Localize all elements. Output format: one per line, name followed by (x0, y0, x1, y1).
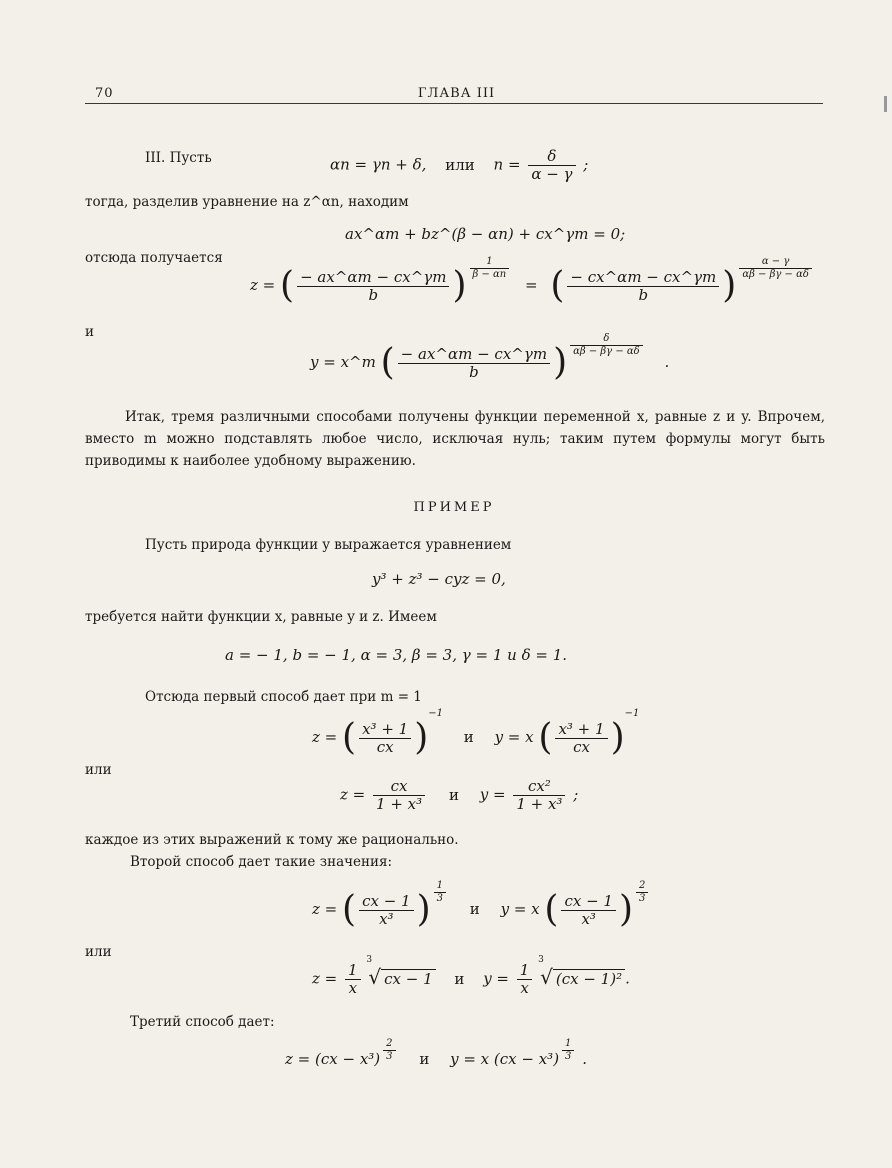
text-line-example: Пусть природа функции y выражается уравнением (145, 537, 512, 553)
formula-equation-2: ax^αm + bz^(β − αn) + cx^γm = 0; (345, 225, 626, 243)
formula-second-a-z-fraction (359, 893, 414, 928)
formula-second-b-end: . (625, 969, 630, 988)
text-line-each-rational: каждое из этих выражений к тому же рационально. (85, 832, 459, 848)
formula-second-b-z-coef (345, 962, 361, 997)
text-line-second-method: Второй способ дает такие значения: (130, 854, 393, 870)
paren-close: ) (452, 265, 467, 306)
exponent-denominator: αβ − βγ − αδ (742, 269, 809, 280)
exponent-denominator: 3 (565, 1051, 572, 1062)
exponent-numerator: 1 (562, 1038, 574, 1051)
paren-open: ( (550, 265, 565, 306)
exponent-denominator: 3 (386, 1051, 393, 1062)
formula-third (285, 1038, 587, 1075)
fraction-numerator: cx (373, 778, 425, 796)
formula-n-left: αn = γn + δ, (330, 155, 427, 174)
cube-root-z (366, 954, 435, 989)
formula-first-a (312, 708, 640, 758)
paragraph-summary: Итак, тремя различными способами получены функции переменной x, равные z и y. Впрочем, вместо m можно подставлять любое число, исключая нуль; таким путем формулы могут быть приводимы к наиболее удобному выражению. (85, 409, 825, 469)
fraction-numerator: cx − 1 (359, 893, 414, 911)
paren-open: ( (280, 265, 295, 306)
formula-first-b-end: ; (573, 785, 579, 804)
formula-second-b-y-coef (517, 962, 533, 997)
formula-first-a-and: и (463, 728, 474, 746)
exponent-denominator: β − αn (472, 269, 507, 280)
fraction-numerator: − ax^αm − cx^γm (398, 346, 550, 364)
exponent (633, 880, 651, 905)
formula-second-b (312, 954, 630, 997)
root-index: 3 (366, 954, 373, 965)
formula-y-lhs: y = x^m (310, 353, 376, 371)
radical-sign: √ (368, 964, 382, 989)
formula-values: a = − 1, b = − 1, α = 3, β = 3, γ = 1 и δ = 1. (225, 646, 568, 664)
formula-y (310, 333, 670, 383)
fraction-numerator: cx² (513, 778, 565, 796)
formula-z-lhs: z = (250, 276, 276, 294)
formula-y-fraction (398, 346, 550, 381)
root-index: 3 (538, 954, 544, 965)
formula-second-a-y-lhs: y = x (500, 900, 540, 918)
formula-second-b-y-lhs: y = (483, 969, 509, 988)
page-number: 70 (95, 86, 114, 101)
text-line-then: тогда, разделив уравнение на z^αn, находим (85, 194, 409, 210)
fraction-numerator: 1 (345, 962, 361, 980)
exponent (467, 256, 513, 281)
chapter-title: ГЛАВА III (417, 86, 496, 101)
fraction-denominator: cx (376, 737, 394, 756)
exponent-denominator: 3 (436, 893, 444, 904)
fraction-denominator: b (368, 285, 379, 304)
formula-second-a-and: и (469, 900, 480, 918)
formula-third-z: z = (cx − x³) (285, 1050, 381, 1068)
text-line-required: требуется найти функции x, равные y и z. Имеем (85, 609, 437, 625)
paren-open: ( (342, 717, 357, 758)
radicand: cx − 1 (381, 969, 436, 988)
section-heading: III. Пусть (145, 150, 212, 166)
formula-n (330, 148, 588, 183)
exponent (567, 333, 646, 358)
fraction-numerator: cx − 1 (561, 893, 616, 911)
formula-second-a-y-fraction (561, 893, 616, 928)
fraction-numerator: x³ + 1 (359, 721, 411, 739)
paren-open: ( (544, 889, 559, 930)
or-label-1: или (85, 762, 112, 778)
formula-first-b-y-fraction (513, 778, 565, 813)
formula-first-b-and: и (448, 785, 459, 804)
fraction-denominator: cx (573, 737, 590, 756)
paren-close: ) (722, 265, 737, 306)
fraction-numerator: x³ + 1 (555, 721, 607, 739)
paren-open: ( (380, 342, 395, 383)
formula-z-fraction-1 (297, 269, 449, 304)
fraction-denominator: x³ (379, 909, 394, 928)
radical-sign: √ (540, 964, 553, 989)
exponent (380, 1038, 398, 1063)
formula-first-b-y-lhs: y = (479, 785, 506, 804)
formula-z-fraction-2 (567, 269, 719, 304)
paren-close: ) (553, 342, 568, 383)
formula-first-b-z-fraction (373, 778, 425, 813)
exponent-numerator: δ (570, 333, 643, 346)
fraction-denominator: α − γ (531, 165, 573, 183)
formula-second-a-z-lhs: z = (312, 900, 338, 918)
formula-first-a-y-lhs: y = x (494, 728, 534, 746)
formula-n-lhs: n = (493, 155, 521, 174)
formula-first-b (340, 778, 578, 813)
formula-second-a (312, 880, 651, 930)
scan-edge-mark (884, 96, 887, 112)
paren-close: ) (416, 889, 431, 930)
fraction-numerator: − ax^αm − cx^γm (297, 269, 449, 287)
formula-first-b-z-lhs: z = (340, 785, 366, 804)
formula-n-fraction (528, 148, 575, 183)
fraction-numerator: − cx^αm − cx^γm (567, 269, 719, 287)
formula-example: y³ + z³ − cyz = 0, (372, 570, 506, 588)
paren-open: ( (342, 889, 357, 930)
fraction-denominator: 1 + x³ (516, 795, 563, 813)
exponent-numerator: 2 (383, 1038, 395, 1051)
formula-y-end: . (664, 353, 670, 371)
formula-first-a-y-fraction (555, 721, 607, 756)
exponent (431, 880, 449, 905)
radicand: (cx − 1)² (553, 969, 625, 988)
formula-first-a-z-fraction (359, 721, 411, 756)
fraction-numerator: 1 (517, 962, 533, 980)
exponent (736, 256, 815, 281)
formula-third-y: y = x (cx − x³) (450, 1050, 560, 1068)
formula-z-eq2: = (525, 276, 538, 294)
paren-close: ) (414, 717, 429, 758)
fraction-denominator: x (348, 979, 358, 997)
exponent-numerator: 1 (434, 880, 446, 893)
exponent: −1 (428, 708, 443, 719)
or-label-2: или (85, 944, 112, 960)
paren-close: ) (610, 717, 625, 758)
fraction-numerator: δ (528, 148, 575, 166)
formula-third-end: . (582, 1050, 587, 1068)
fraction-denominator: 1 + x³ (376, 795, 423, 813)
exponent-denominator: αβ − βγ − αδ (573, 346, 640, 357)
cube-root-y (538, 954, 625, 989)
header-rule (85, 103, 823, 104)
formula-second-b-and: и (454, 969, 465, 988)
exponent (559, 1038, 577, 1063)
exponent-numerator: 2 (636, 880, 648, 893)
paren-open: ( (538, 717, 553, 758)
fraction-denominator: x³ (581, 909, 596, 928)
formula-third-and: и (419, 1050, 430, 1068)
fraction-denominator: b (469, 362, 479, 381)
exponent-numerator: α − γ (739, 256, 812, 269)
formula-n-or: или (445, 155, 475, 174)
exponent: −1 (624, 708, 640, 719)
text-line-first-method: Отсюда первый способ дает при m = 1 (145, 689, 422, 705)
paren-close: ) (618, 889, 634, 930)
formula-n-end: ; (583, 155, 589, 174)
exponent-denominator: 3 (639, 893, 646, 904)
text-line-from-here: отсюда получается (85, 250, 223, 266)
example-heading: ПРИМЕР (413, 500, 495, 515)
exponent-numerator: 1 (470, 256, 510, 269)
fraction-denominator: b (638, 285, 649, 304)
fraction-denominator: x (520, 979, 529, 997)
formula-first-a-z-lhs: z = (312, 728, 338, 746)
formula-second-b-z-lhs: z = (312, 969, 338, 988)
and-label: и (85, 324, 94, 340)
text-line-third-method: Третий способ дает: (130, 1014, 275, 1030)
